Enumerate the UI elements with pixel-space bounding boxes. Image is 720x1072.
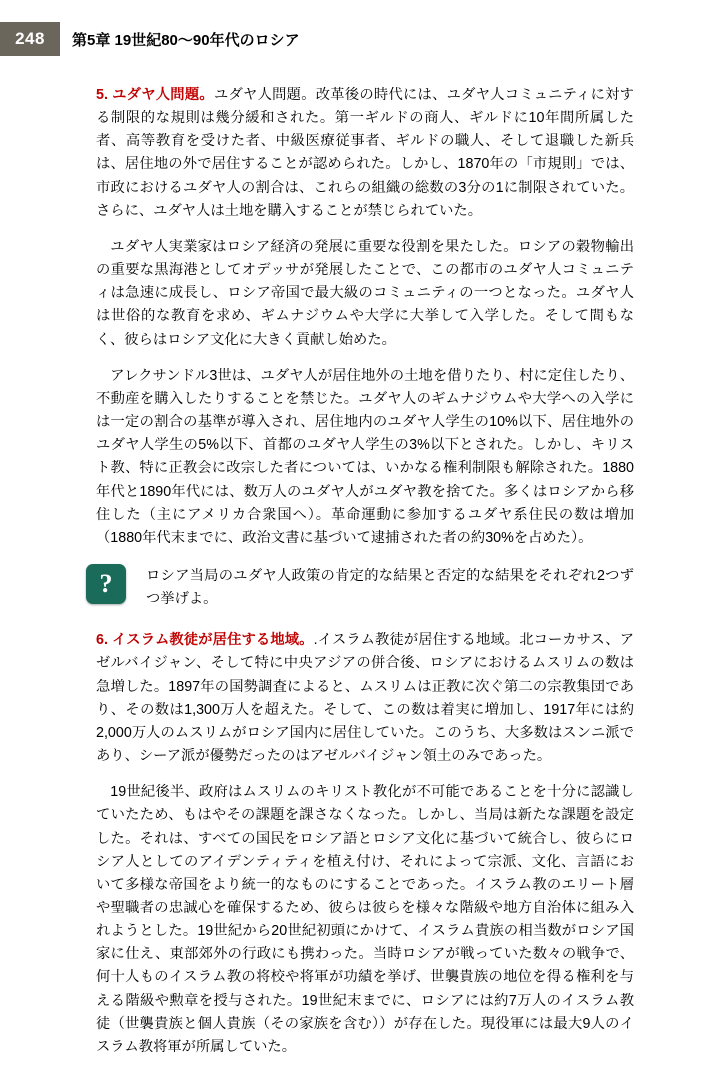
section-6-body: .イスラム教徒が居住する地域。北コーカサス、アゼルバイジャン、そして特に中央アジアの併合後、ロシアにおけるムスリムの数は急増した。1897年の国勢調査によると、ムスリムは正教に次ぐ第二の宗教集団であり、その数は1,300万人を超えた。そして、この数は着実に増加し、1917年には約2,000万人のムスリムがロシア国内に居住していた。このうち、大多数はスンニ派であり、シーア派が優勢だったのはアゼルバイジャン領土のみであった。 — [96, 632, 635, 765]
section-6-paragraph — [96, 629, 634, 768]
page-content — [96, 84, 634, 1072]
section-5-paragraph — [96, 84, 634, 223]
section-5-body: ユダヤ人問題。改革後の時代には、ユダヤ人コミュニティに対する制限的な規則は幾分緩和された。第一ギルドの商人、ギルドに10年間所属した者、高等教育を受けた者、中級医療従事者、ギルドの職人、そして退職した新兵は、居住地の外で居住することが認められた。しかし、1870年の「市規則」では、市政におけるユダヤ人の割合は、これらの組織の総数の3分の1に制限されていた。さらに、ユダヤ人は土地を購入することが禁じられていた。 — [96, 87, 634, 219]
question-callout — [96, 564, 634, 611]
question-mark-glyph: ? — [99, 568, 113, 598]
paragraph-jewish-entrepreneurs: ユダヤ人実業家はロシア経済の発展に重要な役割を果たした。ロシアの穀物輸出の重要な黒海港としてオデッサが発展したことで、この都市のユダヤ人コミュニティは急速に成長し、ロシア帝国で最大級のコミュニティの一つとなった。ユダヤ人は世俗的な教育を求め、ギムナジウムや大学に大挙して入学した。そして間もなく、彼らはロシア文化に大きく貢献し始めた。 — [96, 238, 634, 348]
question-mark-icon — [86, 564, 126, 604]
section-6-heading: 6. イスラム教徒が居住する地域。 — [96, 632, 314, 649]
paragraph-muslim-policy: 19世紀後半、政府はムスリムのキリスト教化が不可能であることを十分に認識していたため、もはやその課題を課さなくなった。しかし、当局は新たな課題を設定した。それは、すべての国民をロシア語とロシア文化に基づいて統合し、彼らにロシア人としてのアイデンティティを植え付け、それによって宗派、文化、言語において多様な帝国をより統一的なものにすることであった。イスラム教のエリート層や聖職者の忠誠心を確保するため、彼らは彼らを様々な階級や地方自治体に組み入れようとした。19世紀から20世紀初頭にかけて、イスラム貴族の相当数がロシア国家に仕え、東部郊外の行政にも携わった。当時ロシアが戦っていた数々の戦争で、何十人ものイスラム教の将校や将軍が功績を挙げ、世襲貴族の地位を得る権利を与える階級や勲章を授与された。19世紀末までに、ロシアには約7万人のイスラム教徒（世襲貴族と個人貴族（その家族を含む））が存在した。現役軍には最大9人のイスラム教将軍が所属していた。 — [96, 784, 634, 1055]
section-5-heading: 5. ユダヤ人問題。 — [96, 87, 214, 103]
question-text: ロシア当局のユダヤ人政策の肯定的な結果と否定的な結果をそれぞれ2つずつ挙げよ。 — [146, 567, 634, 608]
page-header — [0, 22, 720, 56]
page-number: 248 — [0, 22, 60, 56]
paragraph-alexander-iii: アレクサンドル3世は、ユダヤ人が居住地外の土地を借りたり、村に定住したり、不動産を購入したりすることを禁じた。ユダヤ人のギムナジウムや大学への入学には一定の割合の基準が導入され、居住地内のユダヤ人学生の10%以下、居住地外のユダヤ人学生の5%以下、首都のユダヤ人学生の3%以下とされた。しかし、キリスト教、特に正教会に改宗した者については、いかなる権利制限も解除された。1880年代と1890年代には、数万人のユダヤ人がユダヤ教を捨てた。多くはロシアから移住した（主にアメリカ合衆国へ）。革命運動に参加するユダヤ系住民の数は増加（1880年代末までに、政治文書に基づいて逮捕された者の約30%を占めた）。 — [96, 367, 634, 546]
chapter-title: 第5章 19世紀80〜90年代のロシア — [72, 31, 300, 49]
